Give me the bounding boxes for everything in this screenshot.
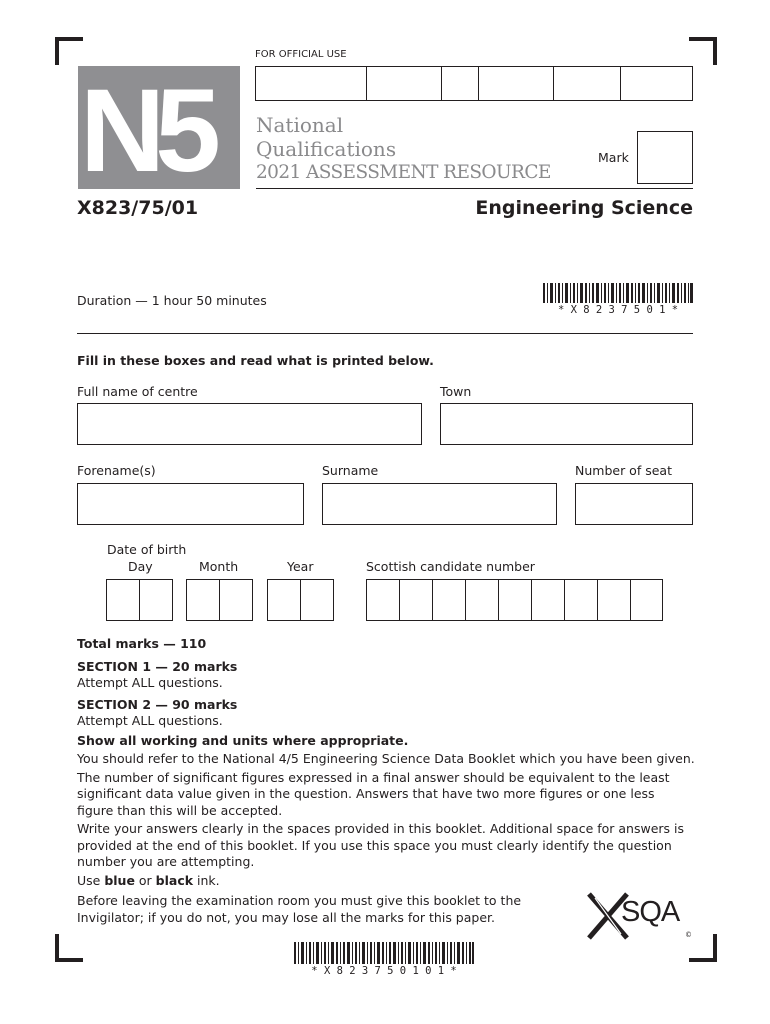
section2-note: Attempt ALL questions. [77,713,223,728]
mark-box [637,131,693,184]
forename-field[interactable] [77,483,304,525]
section2-title: SECTION 2 — 90 marks [77,696,238,712]
paper-code: X823/75/01 [77,197,199,219]
sig-fig-line-1: The number of significant figures expressed in a final answer should be equivalent to the least [77,769,670,785]
month-label: Month [199,559,239,574]
duration-text: Duration — 1 hour 50 minutes [77,293,267,308]
qualifications-text: Qualifications [256,137,397,161]
official-use-cell [367,67,442,100]
section1-title: SECTION 1 — 20 marks [77,658,238,674]
day-label: Day [128,559,153,574]
official-use-cell [554,67,622,100]
digit-box[interactable] [400,580,433,620]
corner-mark-bottom-left [55,934,83,962]
digit-box[interactable] [532,580,565,620]
town-field[interactable] [440,403,693,445]
centre-name-field[interactable] [77,403,422,445]
sig-fig-line-2: significant data value given in the question. Answers that have two more figures or one less [77,786,655,801]
digit-box[interactable] [220,580,252,620]
ink-or: or [134,872,156,888]
write-line-1: Write your answers clearly in the spaces provided in this booklet. Additional space for answers is [77,821,685,836]
digit-box[interactable] [268,580,301,620]
ink-text: Use [77,872,105,888]
digit-box[interactable] [301,580,333,620]
scn-boxes[interactable] [366,579,663,621]
dob-month-boxes[interactable] [186,579,253,621]
digit-box[interactable] [367,580,400,620]
barcode-bottom [294,942,474,964]
seat-number-field[interactable] [575,483,693,525]
corner-mark-top-left [55,37,83,65]
official-use-cell [479,67,554,100]
surname-field[interactable] [322,483,557,525]
digit-box[interactable] [631,580,662,620]
year-label: Year [287,559,314,574]
subject-title: Engineering Science [475,197,693,219]
form-instruction: Fill in these boxes and read what is printed below. [77,353,434,368]
ink-blue: blue [104,872,135,888]
section1-note: Attempt ALL questions. [77,675,223,690]
write-line-2: provided at the end of this booklet. If you use this space you must clearly identify the question [77,837,672,853]
dob-day-boxes[interactable] [106,579,173,621]
forename-label: Forename(s) [77,463,156,478]
ink-end: ink. [193,872,220,888]
barcode-top [543,283,693,303]
sig-fig-line-3: figure than this will be accepted. [77,802,283,818]
digit-box[interactable] [140,580,172,620]
digit-box[interactable] [107,580,140,620]
official-use-cell [621,67,692,100]
assessment-resource-text: 2021 ASSESSMENT RESOURCE [256,162,551,183]
seat-label: Number of seat [575,463,672,478]
digit-box[interactable] [433,580,466,620]
ink-note [77,873,702,890]
town-label: Town [440,384,472,399]
barcode-bottom-text: * X 8 2 3 7 5 0 1 0 1 * [311,965,457,977]
data-booklet-note: You should refer to the National 4/5 Engineering Science Data Booklet which you have been given. [77,751,695,766]
leave-line-2: Invigilator; if you do not, you may lose all the marks for this paper. [77,909,495,925]
total-marks: Total marks — 110 [77,636,207,651]
centre-label: Full name of centre [77,384,198,399]
sqa-logo-text: SQA [621,896,680,928]
barcode-top-text: * X 8 2 3 7 5 0 1 * [557,304,679,316]
digit-box[interactable] [466,580,499,620]
write-line-3: number you are attempting. [77,854,255,869]
digit-box[interactable] [565,580,598,620]
digit-box[interactable] [499,580,532,620]
leave-line-1: Before leaving the examination room you must give this booklet to the [77,893,522,908]
official-use-label: FOR OFFICIAL USE [255,49,347,60]
copyright-mark: © [685,931,692,939]
mark-label: Mark [598,150,629,165]
official-use-cell [442,67,479,100]
corner-mark-top-right [689,37,717,65]
sqa-logo [585,888,695,944]
n5-level-badge [78,66,240,189]
dob-year-boxes[interactable] [267,579,334,621]
scn-label: Scottish candidate number [366,559,535,574]
official-use-cell [256,67,367,100]
exam-instructions [77,636,702,926]
ink-black: black [155,872,194,888]
digit-box[interactable] [187,580,220,620]
dob-label: Date of birth [107,542,187,557]
section-divider [77,333,693,334]
digit-box[interactable] [598,580,631,620]
national-text: National [256,113,344,137]
header-divider [256,188,693,189]
show-working-note: Show all working and units where appropriate. [77,732,409,748]
n5-badge-text: N5 [80,66,211,189]
surname-label: Surname [322,463,379,478]
official-use-boxes [255,66,693,101]
